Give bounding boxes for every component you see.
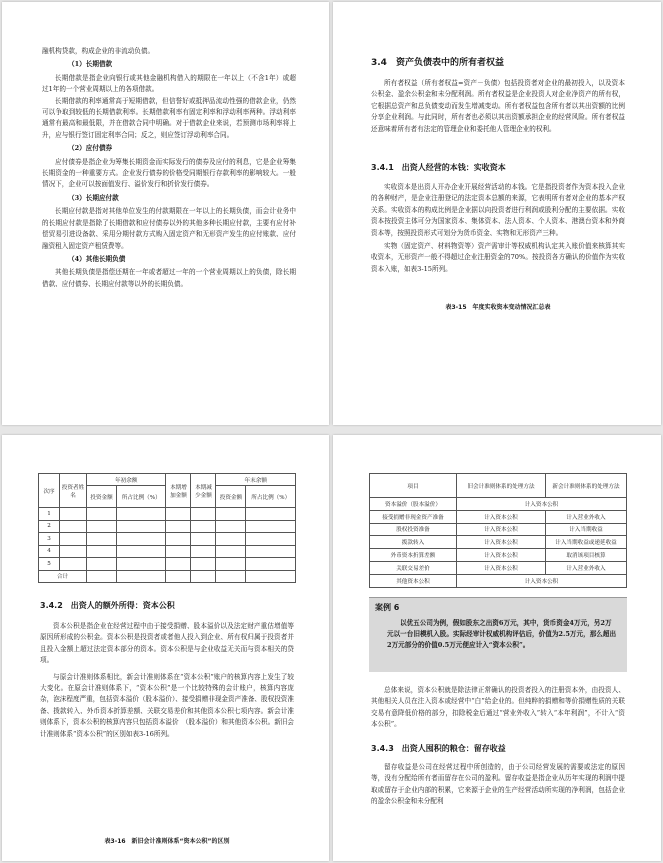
table-row: 1 <box>39 508 296 521</box>
case-study-title: 案例 6 <box>375 603 400 612</box>
case-study-box <box>369 597 627 672</box>
col-header-decrease: 本期减少金额 <box>191 474 216 508</box>
subheading: （2）应付债券 <box>68 144 113 153</box>
paragraph: 应付债券是指企业为筹集长期资金而实际发行的债券及应付的利息，它是企业筹集长期资金的一种重要方式。企业发行债券的价格受同期银行存款利率的影响较大。一般情况下，企业可以按面值发行、溢价发行和折价发行债券。 <box>42 157 296 189</box>
page-bottom-left <box>2 435 329 861</box>
subsection-heading-3-4-3: 3.4.3 出资人囤积的粮仓：留存收益 <box>371 744 506 753</box>
paragraph: 长期应付款是指对其他单位发生的付款期限在一年以上的长期负债，而会计业务中的长期应付款是指除了长期借款和应付债券以外的其他多种长期应付款，主要有应付补偿贸易引进设备款、采用分期付款方式购入固定资产和无形资产发生的应付账款、应付融资租入固定资产租赁费等。 <box>42 207 296 250</box>
page4-paragraph-2: 留存收益是公司在经营过程中所创造的，由于公司经营发展的需要或法定的原因等，没有分配给所有者而留存在公司的盈利。留存收益是指企业从历年实现的利润中提取或留存于企业内部的积累，它来源于企业的生产经营活动所实现的净利润，包括企业的盈余公积金和未分配利 <box>371 763 625 806</box>
col-header-amount: 投资金额 <box>87 486 117 508</box>
table-3-15 <box>38 473 296 583</box>
col-header-seq: 次序 <box>39 474 60 508</box>
col-header-ratio: 所占比例（%） <box>117 486 166 508</box>
col-header-ratio: 所占比例（%） <box>246 486 296 508</box>
table-row: 资本溢价（股本溢价） 计入资本公积 <box>370 498 627 511</box>
col-header-new-method: 新会计准则体系的处理方法 <box>546 474 627 498</box>
page-bottom-right <box>333 435 661 861</box>
table-row: 关联交易差价 计入资本公积 计入营业外收入 <box>370 561 627 574</box>
table-row: 其他资本公积 计入资本公积 <box>370 574 627 587</box>
paragraph: 融机构贷款，构成企业的非流动负债。 <box>42 47 155 55</box>
col-header-investor: 投资者姓名 <box>60 474 87 508</box>
table-row: 外币资本折算差额 计入资本公积 取消该项目核算 <box>370 549 627 562</box>
page-top-right <box>333 2 661 425</box>
table-3-15-caption: 表3-15 年度实收资本变动情况汇总表 <box>445 304 551 311</box>
table-3-16-caption: 表3-16 新旧会计准则体系“资本公积”的区别 <box>104 838 230 845</box>
table-row: 4 <box>39 545 296 558</box>
table-row: 5 <box>39 558 296 571</box>
table-row: 股权投资准备 计入资本公积 计入当期收益 <box>370 523 627 536</box>
paragraph: 其他长期负债是指偿还期在一年或者超过一年的一个营业周期以上的负债，除长期借款、应付债券、长期应付款等以外的长期负债。 <box>42 268 296 288</box>
page3-paragraphs: 资本公积是指企业在经营过程中由于接受捐赠、股本溢价以及法定财产重估增值等原因所形成的公积金。资本公积是投资者或者他人投入到企业、所有权归属于投资者并且投入金额上超过法定资本部分的资本。资本公积是与企业收益无关而与资本相关的贷项。 与原会计准则体系相比，新会计准则体系在“资本公积”账户的核算内容上发生了较大变化。在原会计准则体系下，“资本公积”是一个比较特殊的会计账户，核算内容庞杂，泡沫程度严重，包括资本溢价（股本溢价）、接受捐赠非现金资产准备、股权投资准备、拨款转入、外币资本折算差额、关联交易差价和其他资本公积七项内容。新会计准则体系下，资本公积的核算内容只包括资本溢价 （股本溢价）和其他资本公积。新旧会计准则体系“资本公积”的区别如表3-16所列。 <box>40 622 294 738</box>
case-study-text: 以优五公司为例，假如股东之出资6万元，其中，货币资金4万元，另2万元以一台旧模机入股。实际经审计权威机构评估后，价值为2.5万元，那么超出2万元部分的价值0.5万元便应计入“资本公积”。 <box>387 619 617 650</box>
table-row: 2 <box>39 520 296 533</box>
section-heading-3-4: 3.4 资产负债表中的所有者权益 <box>371 58 504 68</box>
table-total-row: 合计 <box>39 570 296 583</box>
col-header-amount: 投资金额 <box>216 486 246 508</box>
col-header-old-method: 旧会计准则体系的处理方法 <box>457 474 546 498</box>
subheading: （4）其他长期负债 <box>68 254 126 263</box>
page2-paragraph-1: 所有者权益（所有者权益=资产－负债）包括投资者对企业的最初投入，以及资本公积金、盈余公积金和未分配利润。所有者权益是企业投资人对企业净资产的所有权，它根据总资产和总负债变动而发生增减变动。所有者权益包含所有者以其出资额的比例分享企业利润。与此同时，所有者也必须以其出资额承担企业的经营风险。所有者权益还意味着所有者有法定的管理企业和委托他人管理企业的权利。 <box>371 79 625 133</box>
col-header-increase: 本期增加金额 <box>166 474 191 508</box>
col-header-end-balance: 年末余额 <box>216 474 296 486</box>
paragraph: 长期借款的利率通常高于短期借款，但信誉好或抵押品流动性强的借款企业，仍然可以争取到较低的长期借款利率。长期借款利率有固定利率和浮动利率两种。浮动利率通常有最高和最低限，并在借款合同中明确。对于借款企业来说，若预测市场利率将上升，应与银行签订固定利率合同；反之，则应签订浮动利率合同。 <box>42 96 296 139</box>
table-row: 接受捐赠非现金资产准备 计入资本公积 计入营业外收入 <box>370 510 627 523</box>
page1-text <box>42 46 296 290</box>
table-row: 拨款转入 计入资本公积 计入当期收益或递延收益 <box>370 536 627 549</box>
table-row: 3 <box>39 533 296 546</box>
page4-paragraph-1: 总体来说，资本公积就是除法律正常确认的投资者投入的注册资本外，由投资人、其他相关人员在注入资本或经营中“白”给企业的。但纯粹的捐赠和等价捐赠性质的关联交易有意降低价格的部分，扣除税金后通过“营业外收入”转入“本年利润”，不计入“资本公积”。 <box>371 686 625 729</box>
col-header-item: 项目 <box>370 474 457 498</box>
page-top-left <box>2 2 329 425</box>
col-header-begin-balance: 年初余额 <box>87 474 166 486</box>
subsection-heading-3-4-1: 3.4.1 出资人经营的本钱：实收资本 <box>371 163 506 172</box>
subsection-heading-3-4-2: 3.4.2 出资人的额外所得：资本公积 <box>40 601 175 610</box>
table-3-16 <box>369 473 627 588</box>
paragraph: 长期借款是指企业向银行或其他金融机构借入的期限在一年以上（不含1年）或超过1年的一个营业周期以上的各项借款。 <box>42 73 296 94</box>
page2-paragraph-2: 实收资本是出资人开办企业开展经营活动的本钱。它是指投资者作为资本投入企业的各种财产，是企业注册登记的法定资本总额的来源，它表明所有者对企业的基本产权关系。实收资本的构成比例是企业据以向投资者进行利润或股利分配的主要依据。实收资本按投资主体可分为国家资本、集体资本、法人资本、个人资本、港澳台资本和外商资本等，按照投资形式可划分为货币资金、实物和无形资产三种。 实物（固定资产、材料物资等）资产需审计等权威机构认定其入账价值来核算其实收资本，无形资产一般不得超过企业注册资金的70%。按投资各方确认的价值作为实收资本入账，如表3-15所列。 <box>371 183 625 273</box>
subheading: （3）长期应付款 <box>68 193 119 202</box>
subheading: （1）长期借款 <box>68 60 113 69</box>
